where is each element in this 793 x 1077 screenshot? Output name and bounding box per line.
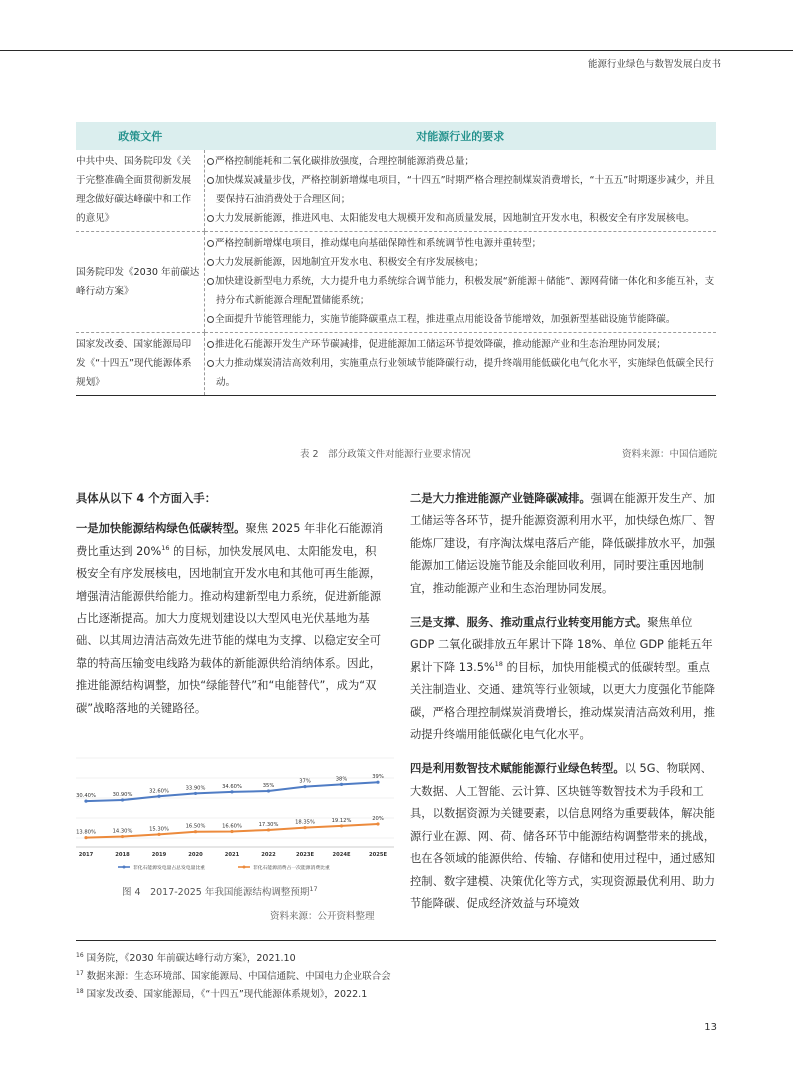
table-cell-requirements <box>205 333 717 396</box>
running-header-title: 能源行业绿色与数智发展白皮书 <box>587 59 721 70</box>
list-item: 全面提升节能管理能力，实施节能降碳重点工程，推进重点用能设备节能增效，加强新型基础设施节能降碳。 <box>207 310 716 329</box>
paragraph-3: 三是支撑、服务、推动重点行业转变用能方式。聚焦单位 GDP 二氧化碳排放五年累计下降 18%、单位 GDP 能耗五年累计下降 13.5%$^{18}$ 的目标，加快用能模式的低碳转型。重点关注制造业、交通、建筑等行业领域，以更大力度强化节能降碳，严格合理控制煤炭消费增长，推动煤炭清洁高效利用，推动提升终端用能低碳化电气化水平。 <box>410 616 716 742</box>
data-label: 33.90% <box>185 785 206 792</box>
left-column <box>76 488 386 720</box>
data-label: 17.30% <box>258 821 279 828</box>
table-header-policy: 政策文件 <box>76 122 205 150</box>
paragraph-1: 一是加快能源结构绿色低碳转型。聚焦 2025 年非化石能源消费比重达到 20%$^{16}$ 的目标，加快发展风电、太阳能发电，积极安全有序发展核电，因地制宜开发水电和其他可再生能源，增强清洁能源供给能力。推动构建新型电力系统，促进新能源占比逐渐提高。加大力度规划建设以大型风电光伏基地为基础、以其周边清洁高效先进节能的煤电为支撑、以稳定安全可靠的特高压输变电线路为载体的新能源供给消纳体系。因此，推进能源结构调整，加快“绿能替代”和“电能替代”，成为“双碳”战略落地的关键路径。 <box>76 522 384 715</box>
x-tick-label: 2018 <box>115 852 130 858</box>
legend-label-2: 非化石能源消费占一次能源消费比重 <box>253 866 330 871</box>
data-point <box>267 789 270 792</box>
data-label: 20% <box>372 816 384 822</box>
list-item: 大力推动煤炭清洁高效利用，实施重点行业领域节能降碳行动，提升终端用能低碳化电气化水平，实施绿色低碳全民行动。 <box>207 354 716 392</box>
right-column <box>410 488 716 915</box>
policy-table <box>76 122 716 396</box>
data-label: 15.30% <box>149 826 169 833</box>
data-label: 16.50% <box>185 823 206 830</box>
table-cell-source: 国务院印发《2030 年前碳达峰行动方案》 <box>76 232 205 333</box>
table-cell-source: 中共中央、国务院印发《关于完整准确全面贯彻新发展理念做好碳达峰碳中和工作的意见》 <box>76 150 205 232</box>
data-label: 32.60% <box>149 788 169 795</box>
data-point <box>303 826 306 829</box>
data-label: 34.60% <box>222 783 242 790</box>
table-cell-requirements <box>205 150 717 232</box>
data-point <box>376 822 379 825</box>
circle-bullet-icon <box>207 341 214 348</box>
table-header-requirements: 对能源行业的要求 <box>205 122 717 150</box>
data-point <box>267 828 270 831</box>
x-tick-label: 2019 <box>151 852 167 858</box>
circle-bullet-icon <box>207 316 214 323</box>
circle-bullet-icon <box>207 177 214 184</box>
x-tick-label: 2023E <box>296 852 314 858</box>
data-label: 37% <box>299 778 311 785</box>
data-label: 38% <box>335 776 348 783</box>
data-point <box>157 833 160 836</box>
legend-label-1: 非化石能源发电量占总发电量比重 <box>133 866 205 871</box>
x-tick-label: 2024E <box>332 852 351 858</box>
data-label: 30.90% <box>112 792 133 799</box>
data-label: 18.35% <box>295 819 315 826</box>
x-tick-label: 2017 <box>78 852 94 858</box>
circle-bullet-icon <box>207 360 214 367</box>
x-tick-label: 2025E <box>369 852 387 858</box>
table-row <box>76 232 716 333</box>
data-point <box>340 783 343 786</box>
data-point <box>376 781 379 784</box>
data-label: 16.60% <box>222 823 242 830</box>
section-lead: 具体从以下 4 个方面入手： <box>76 492 216 505</box>
data-label: 14.30% <box>112 828 133 835</box>
figure-source-note: 资料来源：公开资料整理 <box>270 911 375 922</box>
data-label: 19.12% <box>331 817 352 824</box>
data-point <box>230 790 233 793</box>
table-cell-requirements <box>205 232 717 333</box>
legend-marker-2 <box>243 866 246 869</box>
circle-bullet-icon <box>207 158 214 165</box>
data-point <box>121 798 124 801</box>
data-label: 30.40% <box>76 793 96 800</box>
circle-bullet-icon <box>207 259 214 266</box>
data-point <box>194 792 197 795</box>
data-point <box>303 785 306 788</box>
header-rule <box>0 50 793 51</box>
paragraph-4: 四是利用数智技术赋能能源行业绿色转型。以 5G、物联网、大数据、人工智能、云计算、区块链等数智技术为手段和工具，以数据资源为关键要素，以信息网络为重要载体，解决能源行业在源、网、荷、储各环节中能源结构调整带来的挑战，也在各领域的能源供给、传输、存储和使用过程中，通过感知控制、数字建模、决策优化等方式，实现资源最优利用、助力节能降碳、促成经济效益与环境效 <box>410 762 716 910</box>
data-point <box>84 836 87 839</box>
data-point <box>194 830 197 833</box>
list-item: 大力发展新能源，因地制宜开发水电、积极安全有序发展核电； <box>207 253 716 272</box>
footnote-ref: 16 <box>161 544 170 553</box>
data-label: 35% <box>262 783 275 789</box>
table-row <box>76 333 716 396</box>
circle-bullet-icon <box>207 278 214 285</box>
data-point <box>230 830 233 833</box>
data-point <box>84 800 87 803</box>
list-item: 严格控制新增煤电项目，推动煤电向基础保障性和系统调节性电源并重转型； <box>207 234 716 253</box>
x-tick-label: 2020 <box>188 852 203 858</box>
list-item: 推进化石能源开发生产环节碳减排，促进能源加工储运环节提效降碳，推动能源产业和生态治理协同发展； <box>207 335 716 354</box>
footnote-17: $^{17}$ 数据来源：生态环境部、国家能源局、中国信通院、中国电力企业联合会 <box>76 969 391 982</box>
table-caption: 表 2 部分政策文件对能源行业要求情况 <box>300 449 471 460</box>
list-item: 加快煤炭减量步伐，严格控制新增煤电项目，“十四五”时期严格合理控制煤炭消费增长，“十五五”时期逐步减少，并且要保持石油消费处于合理区间； <box>207 171 716 209</box>
table-source-note: 资料来源：中国信通院 <box>621 449 717 460</box>
page-number: 13 <box>704 1022 717 1033</box>
list-item: 严格控制能耗和二氧化碳排放强度，合理控制能源消费总量； <box>207 152 716 171</box>
circle-bullet-icon <box>207 215 214 222</box>
energy-structure-line-chart <box>76 736 394 876</box>
legend-marker-1 <box>123 866 126 869</box>
table-cell-source: 国家发改委、国家能源局印发《“十四五”现代能源体系规划》 <box>76 333 205 396</box>
x-tick-label: 2022 <box>261 852 276 858</box>
footnote-ref: 18 <box>494 660 503 669</box>
paragraph-2: 二是大力推进能源产业链降碳减排。强调在能源开发生产、加工储运等各环节，提升能源资源利用水平，加快绿色炼厂、智能炼厂建设，有序淘汰煤电落后产能，降低碳排放水平，加强能源加工储运设施节能及余能回收利用，同时要注重因地制宜，推动能源产业和生态治理协同发展。 <box>410 492 716 595</box>
data-point <box>340 824 343 827</box>
table-row <box>76 150 716 232</box>
list-item: 加快建设新型电力系统，大力提升电力系统综合调节能力，积极发展“新能源＋储能”、源网荷储一体化和多能互补，支持分布式新能源合理配置储能系统； <box>207 272 716 310</box>
data-label: 39% <box>372 774 384 781</box>
circle-bullet-icon <box>207 240 214 247</box>
list-item: 大力发展新能源，推进风电、太阳能发电大规模开发和高质量发展，因地制宜开发水电，积极安全有序发展核电。 <box>207 209 716 228</box>
data-point <box>157 795 160 798</box>
figure-caption: 图 4 2017-2025 年我国能源结构调整预期$^{17}$ <box>122 884 318 898</box>
footnote-18: $^{18}$ 国家发改委、国家能源局，《“十四五”现代能源体系规划》，2022.1 <box>76 987 368 1000</box>
footnote-rule <box>76 940 716 941</box>
data-point <box>121 835 124 838</box>
data-label: 13.80% <box>76 829 96 836</box>
footnote-16: $^{16}$ 国务院，《2030 年前碳达峰行动方案》，2021.10 <box>76 951 296 964</box>
x-tick-label: 2021 <box>224 852 240 858</box>
